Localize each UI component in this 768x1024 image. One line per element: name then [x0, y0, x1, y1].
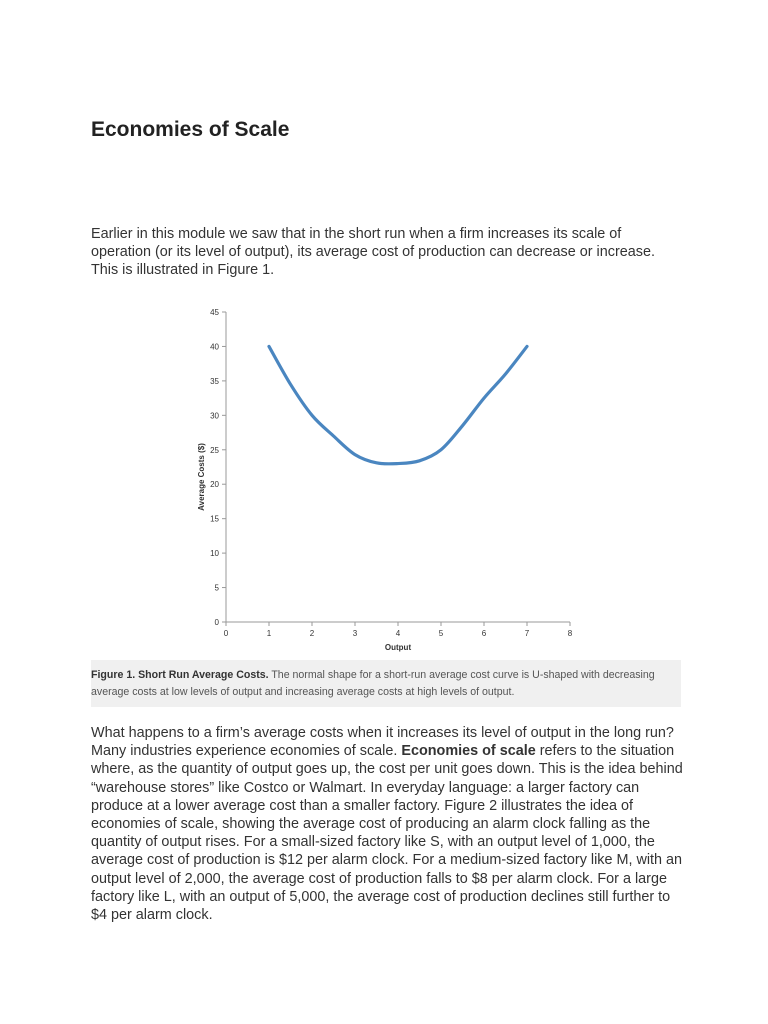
y-tick-label: 45	[210, 308, 219, 317]
y-tick-label: 15	[210, 514, 219, 524]
y-tick-label: 5	[214, 583, 219, 593]
x-axis-label: Output	[384, 643, 412, 652]
body-text-before: What happens to a firm’s average costs when it increases its level of output in the long run? Many industries experience economies of scale.	[91, 725, 674, 760]
figure-1-caption	[91, 660, 681, 707]
page-title: Economies of Scale	[91, 118, 290, 141]
y-tick-label: 25	[210, 445, 219, 455]
x-tick-label: 0	[223, 629, 229, 638]
x-tick-label: 5	[438, 629, 444, 638]
body-text-after: refers to the situation where, as the quantity of output goes up, the cost per unit goes down. This is the idea behind “warehouse stores” like Costco or Walmart. In everyday language: a larger factory can produce at a lower average cost than a smaller factory. Figure 2 illustrates the idea of economies of scale, showing the average cost of producing an alarm clock falling as the quantity of output rises. For a small-sized factory like S, with an output level of 1,000, the average cost of production is $12 per alarm clock. For a medium-sized factory like M, with an output level of 2,000, the average cost of production falls to $8 per alarm clock. For a large factory like L, with an output of 5,000, the average cost of production declines still further to $4 per alarm clock.	[91, 743, 683, 924]
average-cost-curve	[269, 346, 527, 463]
caption-text: The normal shape for a short-run average cost curve is U-shaped with decreasing average costs at low levels of output and increasing average costs at high levels of output.	[91, 669, 655, 698]
intro-paragraph: Earlier in this module we saw that in the short run when a firm increases its scale of operation (or its level of output), its average cost of production can decrease or increase. This is illustrated in Figure 1.	[91, 226, 655, 279]
y-tick-label: 20	[210, 480, 219, 490]
x-tick-label: 3	[352, 629, 358, 638]
figure-1-chart	[190, 300, 590, 660]
body-paragraph	[91, 724, 685, 924]
x-tick-label: 4	[395, 629, 401, 638]
x-tick-label: 1	[266, 629, 272, 638]
x-tick-label: 2	[309, 629, 315, 638]
y-axis-label: Average Costs ($)	[197, 443, 206, 511]
caption-label: Figure 1. Short Run Average Costs.	[91, 669, 269, 681]
y-tick-label: 30	[210, 411, 219, 421]
x-tick-label: 8	[567, 629, 573, 638]
x-tick-label: 6	[481, 629, 487, 638]
y-tick-label: 40	[210, 342, 219, 352]
y-tick-label: 35	[210, 376, 219, 386]
y-tick-label: 0	[214, 618, 219, 627]
x-tick-label: 7	[524, 629, 530, 638]
body-term: Economies of scale	[401, 743, 536, 760]
chart-svg	[190, 300, 590, 660]
y-tick-label: 10	[210, 549, 219, 559]
